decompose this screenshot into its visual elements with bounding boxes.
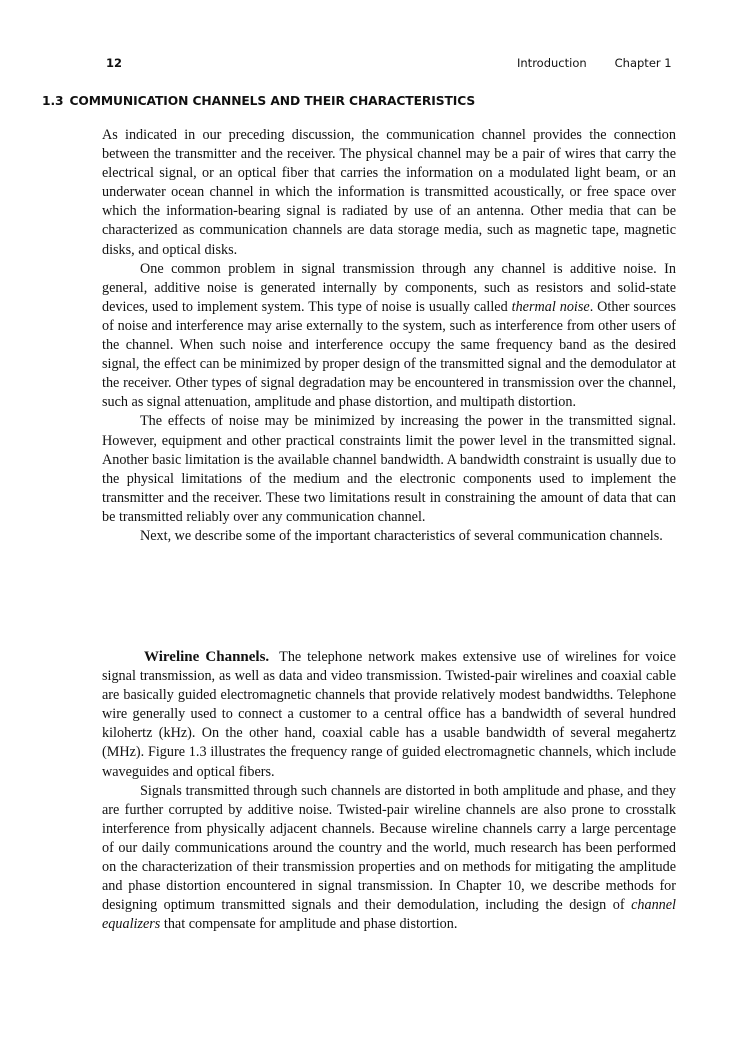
page-header xyxy=(0,56,748,72)
emphasis-term: channel equalizers xyxy=(102,897,676,933)
running-head-section: Introduction xyxy=(517,56,587,70)
section-body xyxy=(102,126,676,546)
run-in-heading: Wireline Channels. xyxy=(144,649,270,665)
running-head-chapter: Chapter 1 xyxy=(614,56,672,70)
paragraph xyxy=(102,648,676,782)
paragraph-text: . Other sources of noise and interference may arise externally to the system, such as interference from other users of the channel. When such noise and interference occupy the same frequency band as the desired signal, the effect can be minimized by proper design of the transmitted signal and the demodulator at the receiver. Other types of signal degradation may be encountered in transmission over the channel, such as signal attenuation, amplitude and phase distortion, and multipath distortion. xyxy=(102,298,676,411)
emphasis-term: thermal noise xyxy=(511,298,590,315)
paragraph-text: Signals transmitted through such channels are distorted in both amplitude and phase, and they are further corrupted by additive noise. Twisted-pair wireline channels are also prone to crosstalk interference from physically adjacent channels. Because wireline channels carry a large percentage of our daily communications around the country and the world, much research has been performed on the characterization of their transmission properties and on methods for mitigating the amplitude and phase distortion encountered in signal transmission. In Chapter 10, we describe methods for designing optimum transmitted signals and their demodulation, including the design of xyxy=(102,782,676,914)
paragraph: The effects of noise may be minimized by increasing the power in the transmitted signal. However, equipment and other practical constraints limit the power level in the transmitted signal. Another basic limitation is the available channel bandwidth. A bandwidth constraint is usually due to the physical limitations of the medium and the electronic components used to implement the transmitter and the receiver. These two limitations result in constraining the amount of data that can be transmitted reliably over any communication channel. xyxy=(102,413,676,525)
paragraph-text: that compensate for amplitude and phase distortion. xyxy=(160,916,458,933)
running-head xyxy=(517,56,672,70)
section-number: 1.3 xyxy=(42,94,64,108)
subsection-wireline xyxy=(102,648,676,934)
page-number: 12 xyxy=(106,56,123,70)
section-heading xyxy=(42,94,475,108)
paragraph xyxy=(102,260,676,413)
section-title: COMMUNICATION CHANNELS AND THEIR CHARACTERISTICS xyxy=(69,94,476,108)
paragraph-text: The telephone network makes extensive use of wirelines for voice signal transmission, as well as data and video transmission. Twisted-pair wirelines and coaxial cable are basically guided electromagnetic channels that provide relatively modest bandwidths. Telephone wire generally used to connect a customer to a central office has a bandwidth of several hundred kilohertz (kHz). On the other hand, coaxial cable has a usable bandwidth of several megahertz (MHz). Figure 1.3 illustrates the frequency range of guided electromagnetic channels, which include waveguides and optical fibers. xyxy=(102,649,676,780)
paragraph: As indicated in our preceding discussion, the communication channel provides the connection between the transmitter and the receiver. The physical channel may be a pair of wires that carry the electrical signal, or an optical fiber that carries the information on a modulated light beam, or an underwater ocean channel in which the information is transmitted acoustically, or free space over which the information-bearing signal is radiated by use of an antenna. Other media that can be characterized as communication channels are data storage media, such as magnetic tape, magnetic disks, and optical disks. xyxy=(102,127,676,258)
paragraph-text: One common problem in signal transmission through any channel is additive noise. In general, additive noise is generated internally by components, such as resistors and solid-state devices, used to implement system. This type of noise is usually called xyxy=(102,260,676,315)
paragraph xyxy=(102,782,676,935)
paragraph: Next, we describe some of the important characteristics of several communication channels. xyxy=(140,527,663,544)
